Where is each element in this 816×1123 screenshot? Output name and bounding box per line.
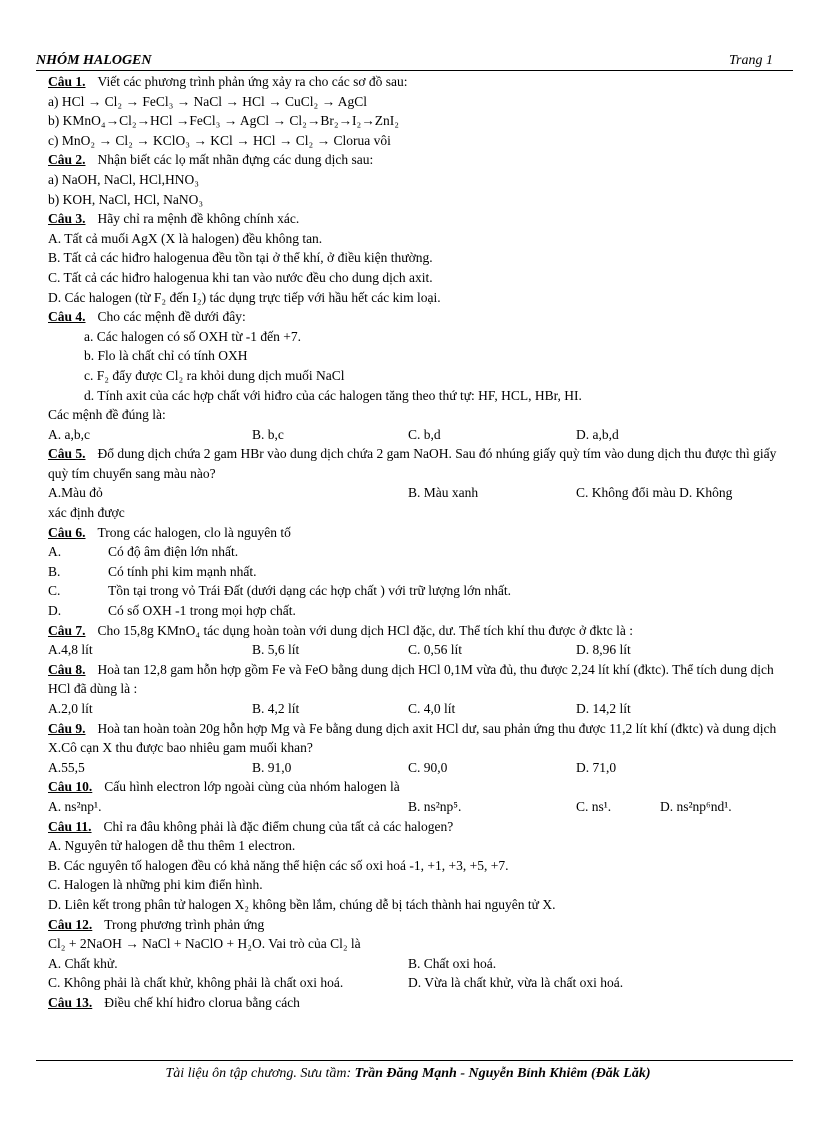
content-line [48, 601, 788, 621]
answer-option: C. Không đổi màu D. Không [576, 485, 733, 501]
question-number: Câu 13. [48, 994, 93, 1010]
answer-option: D. a,b,d [576, 426, 619, 442]
question-number: Câu 8. [48, 661, 86, 677]
footer-prefix: Tài liệu ôn tập chương. Sưu tầm: [165, 1066, 355, 1081]
content-line [48, 875, 788, 895]
content-line [48, 699, 788, 719]
content-line [48, 268, 788, 288]
answer-option: A. ns²np¹. [48, 798, 102, 814]
answer-option: B. b,c [252, 426, 284, 442]
answer-option: D. Vừa là chất khử, vừa là chất oxi hoá. [408, 975, 624, 991]
line-text: A. Tất cả muối AgX (X là halogen) đều không tan. [48, 230, 323, 246]
question-line [48, 307, 788, 327]
line-text: Hoà tan 12,8 gam hỗn hợp gồm Fe và FeO bằng dung dịch HCl 0,1M vừa đủ, thu được 2,24 lít khí (đktc). Thể tích dung dịch HCl đã dùng là : [48, 661, 774, 697]
line-text: Cl₂ + 2NaOH → NaCl + NaClO + H₂O. Vai trò của Cl₂ là [48, 936, 361, 952]
content-line [48, 131, 788, 151]
line-text: c. F₂ đẩy được Cl₂ ra khỏi dung dịch muối NaCl [84, 367, 345, 383]
answer-option: B. Màu xanh [408, 485, 479, 501]
answer-option: C. 0,56 lít [408, 642, 463, 658]
line-text: Trong các halogen, clo là nguyên tố [97, 524, 291, 540]
line-text: Điều chế khí hiđro clorua bằng cách [104, 994, 300, 1010]
answer-option: C. 90,0 [408, 759, 448, 775]
content-line [48, 327, 788, 347]
content-line [48, 954, 788, 974]
content-line [48, 836, 788, 856]
question-line [48, 621, 788, 641]
answer-option: B. 91,0 [252, 759, 292, 775]
question-line [48, 209, 788, 229]
exercise-content [48, 72, 788, 1013]
line-text: Có số OXH -1 trong mọi hợp chất. [108, 603, 296, 619]
content-line [48, 386, 788, 406]
answer-option: B. 4,2 lít [252, 701, 300, 716]
line-text: Tồn tại trong vỏ Trái Đất (dưới dạng các hợp chất ) với trữ lượng lớn nhất. [108, 583, 511, 599]
content-line [48, 895, 788, 915]
content-line [48, 503, 788, 523]
answer-option: B. 5,6 lít [252, 642, 300, 658]
answer-option: A.4,8 lít [48, 642, 93, 658]
question-number: Câu 9. [48, 720, 86, 736]
answer-option: D. 14,2 lít [576, 701, 631, 716]
content-line [48, 856, 788, 876]
line-text: Cho 15,8g KMnO₄ tác dụng hoàn toàn với dung dịch HCl đặc, dư. Thể tích khí thu được ở đktc là : [97, 622, 633, 638]
line-text: Chỉ ra đâu không phải là đặc điểm chung của tất cả các halogen? [103, 818, 454, 834]
question-number: Câu 3. [48, 211, 86, 227]
question-number: Câu 1. [48, 74, 86, 89]
line-text: B. Các nguyên tố halogen đều có khả năng thể hiện các số oxi hoá -1, +1, +3, +5, +7. [48, 857, 509, 873]
answer-option: C. ns¹. [576, 798, 612, 814]
answer-option: B. Chất oxi hoá. [408, 955, 497, 971]
content-line [48, 92, 788, 112]
line-text: Trong phương trình phản ứng [104, 916, 265, 932]
line-text: xác định được [48, 505, 125, 521]
page-footer [0, 1066, 816, 1082]
question-line [48, 817, 788, 837]
question-line [48, 719, 788, 758]
content-line [48, 405, 788, 425]
line-text: Cho các mệnh đề dưới đây: [97, 309, 246, 325]
line-text: B. Tất cả các hiđro halogenua đều tồn tại ở thể khí, ở điều kiện thường. [48, 250, 433, 266]
line-text: Các mệnh đề đúng là: [48, 407, 166, 423]
content-line [48, 797, 788, 817]
question-line [48, 72, 788, 92]
content-line [48, 111, 788, 131]
content-line [48, 248, 788, 268]
question-line [48, 523, 788, 543]
option-label: A. [48, 544, 62, 560]
line-text: d. Tính axit của các hợp chất với hiđro của các halogen tăng theo thứ tự: HF, HCL, HBr, HI. [84, 387, 582, 403]
content-line [48, 934, 788, 954]
footer-author: Trần Đăng Mạnh - Nguyễn Bỉnh Khiêm (Đăk Lăk) [354, 1066, 651, 1081]
line-text: Nhận biết các lọ mất nhãn đựng các dung dịch sau: [97, 152, 374, 168]
question-number: Câu 11. [48, 818, 92, 834]
content-line [48, 190, 788, 210]
line-text: Có độ âm điện lớn nhất. [108, 544, 239, 560]
line-text: c) MnO₂ → Cl₂ → KClO₃ → KCl → HCl → Cl₂ → Clorua vôi [48, 132, 391, 148]
question-number: Câu 10. [48, 779, 93, 795]
line-text: Cấu hình electron lớp ngoài cùng của nhóm halogen là [104, 779, 400, 795]
line-text: Hãy chỉ ra mệnh đề không chính xác. [97, 211, 300, 227]
footer-divider [36, 1060, 793, 1061]
question-line [48, 993, 788, 1013]
content-line [48, 542, 788, 562]
line-text: b) KMnO₄→Cl₂→HCl →FeCl₃ → AgCl → Cl₂→Br₂→I₂→ZnI₂ [48, 113, 399, 129]
question-line [48, 777, 788, 797]
question-number: Câu 5. [48, 446, 86, 462]
content-line [48, 562, 788, 582]
answer-option: D. ns²np⁶nd¹. [660, 798, 732, 814]
answer-option: A.Màu đỏ [48, 485, 103, 501]
line-text: a. Các halogen có số OXH từ -1 đến +7. [84, 328, 302, 344]
content-line [48, 483, 788, 503]
content-line [48, 288, 788, 308]
line-text: Đổ dung dịch chứa 2 gam HBr vào dung dịch chứa 2 gam NaOH. Sau đó nhúng giấy quỳ tím vào dung dịch thu được thì giấy quỳ tím chuyển sang màu nào? [48, 446, 777, 481]
question-line [48, 150, 788, 170]
line-text: b) KOH, NaCl, HCl, NaNO₃ [48, 191, 204, 207]
question-number: Câu 12. [48, 916, 93, 932]
content-line [48, 425, 788, 445]
content-line [48, 170, 788, 190]
question-number: Câu 7. [48, 622, 86, 638]
question-number: Câu 6. [48, 524, 86, 540]
line-text: D. Các halogen (từ F₂ đến I₂) tác dụng trực tiếp với hầu hết các kim loại. [48, 289, 441, 305]
answer-option: C. 4,0 lít [408, 701, 456, 716]
line-text: a) NaOH, NaCl, HCl,HNO₃ [48, 171, 199, 187]
question-line [48, 915, 788, 935]
question-number: Câu 4. [48, 309, 86, 325]
line-text: Viết các phương trình phản ứng xảy ra cho các sơ đồ sau: [97, 74, 408, 89]
answer-option: D. 71,0 [576, 759, 617, 775]
content-line [48, 758, 788, 778]
option-label: D. [48, 603, 62, 619]
content-line [48, 973, 788, 993]
line-text: a) HCl → Cl₂ → FeCl₃ → NaCl → HCl → CuCl₂ → AgCl [48, 93, 368, 109]
line-text: b. Flo là chất chỉ có tính OXH [84, 348, 248, 364]
page-number: Trang 1 [729, 53, 773, 68]
option-label: C. [48, 583, 61, 599]
content-line [48, 581, 788, 601]
answer-option: A. Chất khử. [48, 955, 118, 971]
content-line [48, 640, 788, 660]
line-text: C. Tất cả các hiđro halogenua khi tan vào nước đều cho dung dịch axit. [48, 269, 433, 285]
question-line [48, 444, 788, 483]
answer-option: C. b,d [408, 426, 441, 442]
line-text: Hoà tan hoàn toàn 20g hỗn hợp Mg và Fe bằng dung dịch axit HCl dư, sau phản ứng thu được 11,2 lít khí (đktc) và dung dịch X.Cô cạn X thu được bao nhiêu gam muối khan? [48, 720, 777, 756]
answer-option: B. ns²np⁵. [408, 798, 462, 814]
question-line [48, 660, 788, 699]
page-header [36, 52, 793, 71]
content-line [48, 229, 788, 249]
answer-option: D. 8,96 lít [576, 642, 631, 658]
option-label: B. [48, 563, 61, 579]
question-number: Câu 2. [48, 152, 86, 168]
header-title: NHÓM HALOGEN [36, 53, 152, 68]
line-text: Có tính phi kim mạnh nhất. [108, 563, 257, 579]
line-text: D. Liên kết trong phân tử halogen X₂ không bền lắm, chúng dễ bị tách thành hai nguyên tử X. [48, 896, 556, 912]
answer-option: A.2,0 lít [48, 701, 93, 716]
content-line [48, 346, 788, 366]
answer-option: C. Không phải là chất khử, không phải là chất oxi hoá. [48, 975, 344, 991]
answer-option: A. a,b,c [48, 426, 90, 442]
content-line [48, 366, 788, 386]
line-text: A. Nguyên tử halogen dễ thu thêm 1 electron. [48, 838, 296, 854]
line-text: C. Halogen là những phi kim điển hình. [48, 877, 263, 893]
answer-option: A.55,5 [48, 759, 85, 775]
